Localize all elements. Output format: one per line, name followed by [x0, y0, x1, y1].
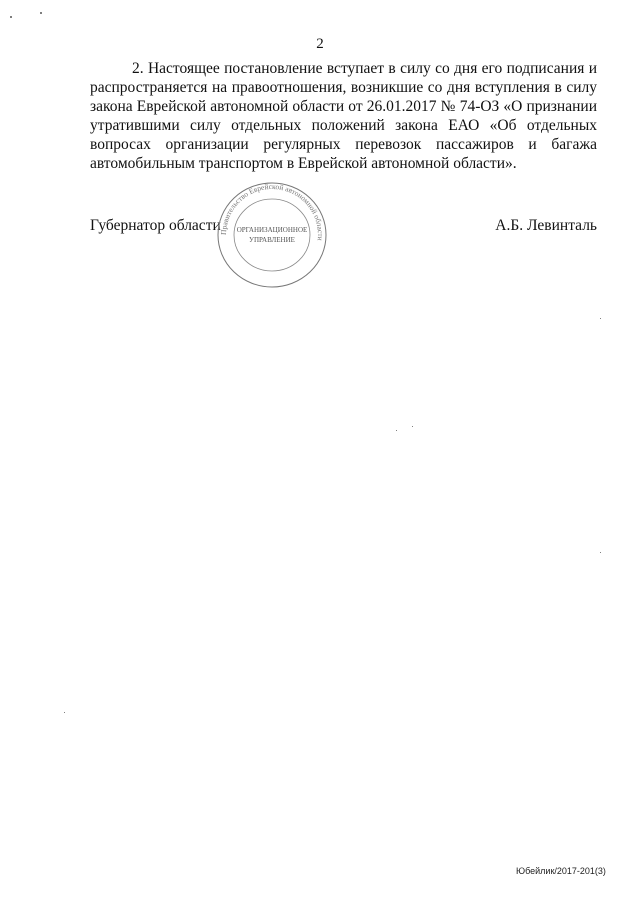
scan-speck — [412, 426, 413, 427]
scan-speck — [396, 430, 397, 431]
scan-speck — [600, 552, 601, 553]
footer-code: Юбейлик/2017-201(3) — [516, 866, 606, 876]
scan-speck — [40, 12, 42, 14]
scan-speck — [10, 16, 12, 18]
page-number: 2 — [316, 36, 324, 52]
scan-speck — [64, 712, 65, 713]
stamp-center-line-1: ОРГАНИЗАЦИОННОЕ — [236, 226, 308, 234]
stamp-inner-ring — [234, 199, 310, 271]
scan-speck — [600, 318, 601, 319]
signature-title: Губернатор области — [90, 217, 221, 234]
stamp-center-line-2: УПРАВЛЕНИЕ — [249, 236, 295, 244]
official-stamp — [212, 180, 332, 290]
signature-name: А.Б. Левинталь — [495, 217, 597, 234]
body-paragraph: 2. Настоящее постановление вступает в силу со дня его подписания и распространяется на правоотношения, возникшие со дня вступления в силу закона Еврейской автономной области от 26.01.2017 № 74-ОЗ «О признании утратившими силу отдельных положений закона ЕАО «Об отдельных вопросах организации регулярных перевозок пассажиров и багажа автомобильным транспортом в Еврейской автономной области». — [90, 60, 597, 172]
stamp-ring-text: Правительство Еврейской автономной области — [218, 181, 326, 242]
